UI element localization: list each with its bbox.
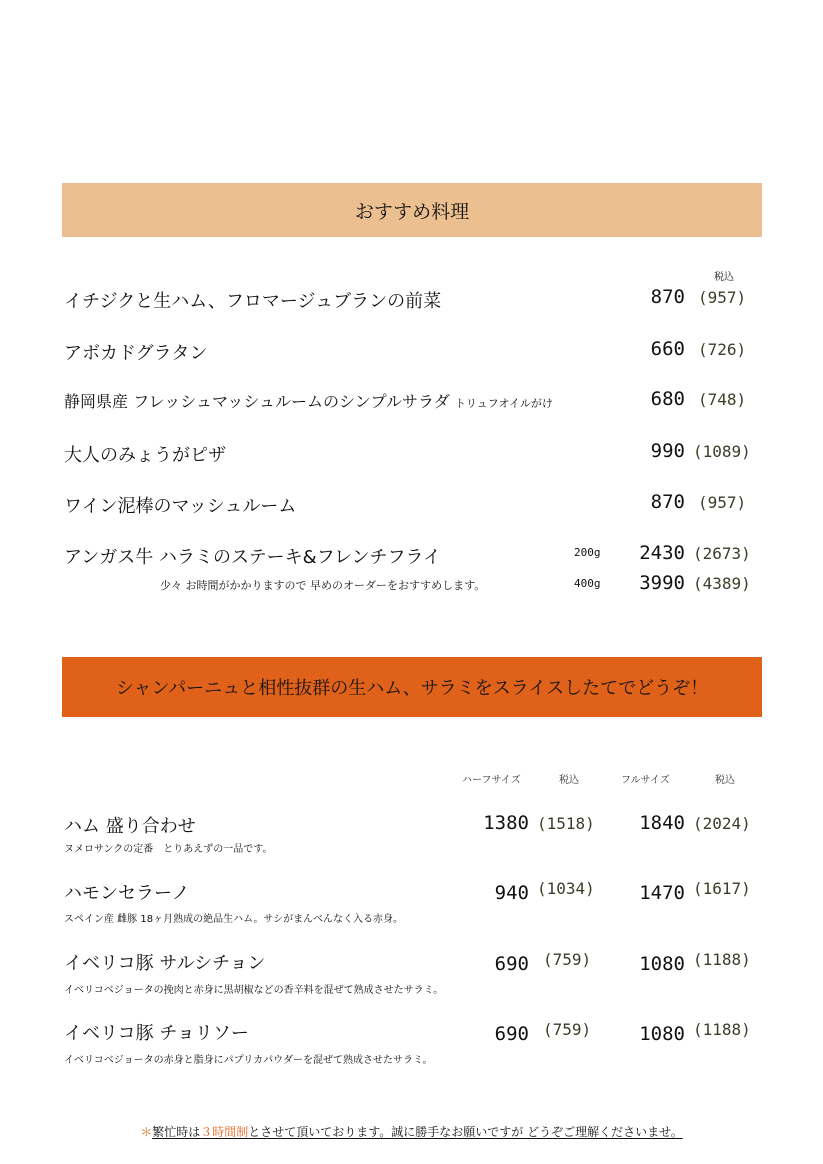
menu-item-tax-price: (957)	[698, 288, 747, 307]
menu-item-tax-price: (1089)	[693, 442, 751, 461]
header-full-size: フルサイズ	[621, 775, 670, 786]
menu-item-tax-price: (957)	[698, 493, 747, 512]
section-title: おすすめ料理	[354, 200, 470, 223]
section-title: シャンパーニュと相性抜群の生ハム、サラミをスライスしたてでどうぞ！	[115, 678, 709, 699]
full-tax-price: (1188)	[693, 1020, 751, 1039]
menu-item-desc: ヌメロサンクの定番 とりあえずの一品です。	[64, 844, 273, 855]
half-tax-price: (1518)	[537, 814, 595, 833]
menu-item-name: アンガス牛 ハラミのステーキ&フレンチフライ	[64, 547, 441, 568]
menu-item-label: 静岡県産 フレッシュマッシュルームのシンプルサラダ	[64, 392, 450, 411]
menu-item-price: 660	[650, 338, 685, 360]
menu-item-name: ワイン泥棒のマッシュルーム	[64, 496, 297, 517]
asterisk-icon: ＊	[140, 1125, 153, 1139]
full-price: 1840	[639, 812, 685, 834]
full-tax-price: (2024)	[693, 814, 751, 833]
menu-item-price: 870	[650, 491, 685, 513]
footer-part2: とさせて頂いております。誠に勝手なお願いですが どうぞご理解くださいませ。	[248, 1125, 683, 1139]
section-banner-recommended	[62, 183, 762, 237]
menu-item-tax-price: (726)	[698, 340, 747, 359]
half-price: 690	[494, 953, 529, 975]
half-tax-price: (759)	[543, 950, 592, 969]
size-label: 200g	[574, 546, 601, 559]
menu-item-price: 870	[650, 286, 685, 308]
full-price: 1080	[639, 953, 685, 975]
menu-item-name: イベリコ豚 チョリソー	[64, 1023, 249, 1044]
menu-item-desc: イベリコベジョータの挽肉と赤身に黒胡椒などの香辛料を混ぜて熟成させたサラミ。	[64, 985, 444, 996]
tax-label: 税込	[714, 272, 734, 283]
size-label: 400g	[574, 577, 601, 590]
menu-item-name: ハム 盛り合わせ	[64, 816, 196, 837]
full-price: 1470	[639, 882, 685, 904]
menu-item-price: 990	[650, 440, 685, 462]
menu-item-tax-price: (748)	[698, 390, 747, 409]
footer-text	[152, 1125, 683, 1139]
header-half-tax: 税込	[559, 775, 579, 786]
menu-item-name: 大人のみょうがピザ	[64, 445, 226, 466]
footer-notice	[0, 1123, 823, 1140]
half-tax-price: (759)	[543, 1020, 592, 1039]
menu-item-name	[64, 389, 553, 412]
menu-item-tax-price: (4389)	[693, 574, 751, 593]
header-half-size: ハーフサイズ	[462, 775, 521, 786]
menu-item-note: トリュフオイルがけ	[454, 397, 553, 410]
full-price: 1080	[639, 1023, 685, 1045]
menu-item-desc: イベリコベジョータの赤身と脂身にパプリカパウダーを混ぜて熟成させたサラミ。	[64, 1055, 433, 1066]
menu-item-name: ハモンセラーノ	[64, 883, 190, 904]
footer-highlight: ３時間制	[200, 1125, 249, 1139]
menu-item-name: イチジクと生ハム、フロマージュブランの前菜	[64, 291, 442, 312]
section-banner-ham	[62, 657, 762, 717]
menu-item-note: 少々 お時間がかかりますので 早めのオーダーをおすすめします。	[160, 579, 486, 592]
menu-item-tax-price: (2673)	[693, 544, 751, 563]
menu-item-price: 680	[650, 388, 685, 410]
menu-item-price: 3990	[639, 572, 685, 594]
header-full-tax: 税込	[715, 775, 735, 786]
full-tax-price: (1617)	[693, 879, 751, 898]
menu-item-name: アボカドグラタン	[64, 343, 208, 364]
menu-item-desc: スペイン産 雌豚 18ヶ月熟成の絶品生ハム。サシがまんべんなく入る赤身。	[64, 914, 403, 925]
menu-item-price: 2430	[639, 542, 685, 564]
half-price: 940	[494, 882, 529, 904]
half-tax-price: (1034)	[537, 879, 595, 898]
full-tax-price: (1188)	[693, 950, 751, 969]
footer-part1: 繁忙時は	[152, 1125, 201, 1139]
half-price: 1380	[483, 812, 529, 834]
menu-item-name: イベリコ豚 サルシチョン	[64, 953, 266, 974]
half-price: 690	[494, 1023, 529, 1045]
